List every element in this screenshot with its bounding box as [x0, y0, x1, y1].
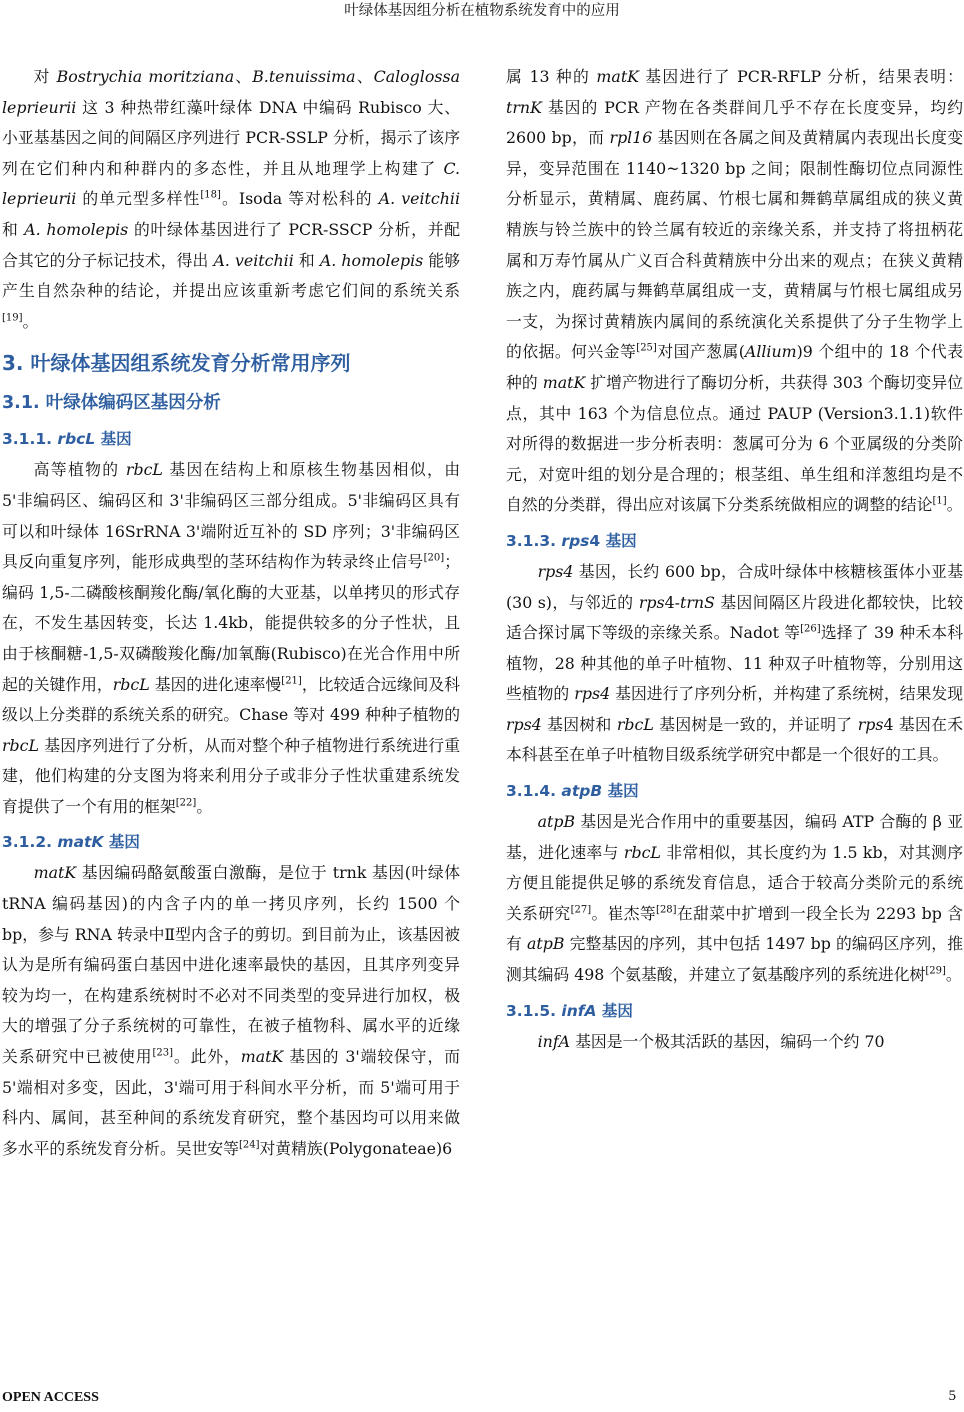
paragraph-rubisco-sslp: 对 Bostrychia moritziana、B.tenuissima、Caloglossa leprieurii 这 3 种热带红藻叶绿体 DNA 中编码 Rubisco 大、小亚基基因之间的间隔区序列进行 PCR-SSLP 分析，揭示了该序列在它们种内和种群内的多态性，并且从地理学上构建了 C. leprieurii 的单元型多样性[18]。Isoda 等对松科的 A. veitchii 和 A. homolepis 的叶绿体基因进行了 PCR-SSCP 分析，并配合其它的分子标记技术，得出 A. veitchii 和 A. homolepis 能够产生自然杂种的结论，并提出应该重新考虑它们间的系统关系[19]。	[2, 67, 461, 331]
paragraph-matk-continued: 属 13 种的 matK 基因进行了 PCR-RFLP 分析，结果表明：trnK 基因的 PCR 产物在各类群间几乎不存在长度变异，均约 2600 bp，而 rpl16 基因则在各属之间及黄精属内表现出长度变异，变异范围在 1140~1320 bp 之间；限制性酶切位点同源性分析显示，黄精属、鹿药属、竹根七属和舞鹤草属组成的狭义黄精族与铃兰族中的铃兰属有较近的亲缘关系，并支持了将扭柄花属和万寿竹属从广义百合科黄精族中分出来的观点；在狭义黄精族之内，鹿药属与舞鹤草属组成一支，黄精属与竹根七属组成另一支，为探讨黄精族内属间的系统演化关系提供了分子生物学上的依据。何兴金等[25]对国产葱属(Allium)9 个组中的 18 个代表种的 matK 扩增产物进行了酶切分析，共获得 303 个酶切变异位点，其中 163 个为信息位点。通过 PAUP (Version3.1.1)软件对所得的数据进一步分析表明：葱属可分为 6 个亚属级的分类阶元，对宽叶组的划分是合理的；根茎组、单生组和洋葱组均是不自然的分类群，得出应对该属下分类系统做相应的调整的结论[1]。	[506, 67, 963, 515]
italic-term: rbcL	[125, 460, 163, 480]
italic-term: trnS	[680, 592, 715, 612]
right-column	[506, 62, 963, 1057]
italic-term: rbcL	[623, 842, 661, 862]
running-header: 叶绿体基因组分析在植物系统发育中的应用	[344, 3, 620, 19]
citation-ref[interactable]: [27]	[570, 904, 592, 916]
paragraph-rps4: rps4 基因，长约 600 bp，合成叶绿体中核糖核蛋体小亚基(30 s)，与邻近的 rps4-trnS 基因间隔区片段进化都较快，比较适合探讨属下等级的亲缘关系。Nadot 等[26]选择了 39 种禾本科植物，28 种其他的单子叶植物、11 种双子叶植物等，分别用这些植物的 rps4 基因进行了序列分析，并构建了系统树，结果发现 rps4 基因树和 rbcL 基因树是一致的，并证明了 rps4 基因在禾本科甚至在单子叶植物目级系统学研究中都是一个很好的工具。	[506, 561, 964, 765]
citation-ref[interactable]: [26]	[800, 623, 821, 635]
citation-ref[interactable]: [20]	[423, 552, 445, 564]
italic-term: matK	[542, 372, 586, 392]
italic-term: infA	[537, 1031, 571, 1051]
citation-ref[interactable]: [23]	[152, 1047, 173, 1059]
footer-journal-label: OPEN ACCESS	[2, 1390, 99, 1405]
italic-term: rps4	[574, 684, 611, 704]
italic-term: B.tenuissima	[252, 67, 356, 86]
paragraph-rbcl: 高等植物的 rbcL 基因在结构上和原核生物基因相似，由 5'非编码区、编码区和 3'非编码区三部分组成。5'非编码区具有可以和叶绿体 16SrRNA 3'端附近互补的 SD 序列；3'非编码区具反向重复序列，能形成典型的茎环结构作为转录终止信号[20]；编码 1,5-二磷酸核酮羧化酶/氧化酶的大亚基，以单拷贝的形式存在，不发生基因转变，长达 1.4kb，能提供较多的分子性状，且由于核酮糖-1,5-双磷酸羧化酶/加氧酶(Rubisco)在光合作用中所起的关键作用，rbcL 基因的进化速率慢[21]，比较适合远缘间及科级以上分类群的系统关系的研究。Chase 等对 499 种种子植物的 rbcL 基因序列进行了分析，从而对整个种子植物进行系统进行重建，他们构建的分支图为将来利用分子或非分子性状重建系统发育提供了一个有用的框架[22]。	[2, 460, 460, 816]
citation-ref[interactable]: [18]	[200, 190, 221, 202]
italic-term: A. homolepis	[24, 219, 129, 239]
section-3-1-heading: 3.1. 叶绿体编码区基因分析	[2, 393, 221, 414]
italic-term: Allium	[744, 342, 797, 362]
italic-term: rps	[857, 714, 884, 734]
italic-term: rbcL	[2, 735, 40, 755]
italic-term: rbcL	[616, 714, 654, 734]
italic-term: rps4	[537, 561, 574, 581]
italic-term: matK	[33, 863, 77, 883]
italic-term: Caloglossa leprieurii	[2, 67, 460, 117]
page-number: 5	[948, 1388, 956, 1404]
citation-ref[interactable]: [22]	[175, 797, 197, 809]
italic-term: matK	[596, 67, 639, 86]
left-column	[2, 62, 460, 1164]
italic-term: Bostrychia moritziana	[56, 67, 235, 86]
italic-term: rps4	[506, 714, 542, 734]
italic-term: rbcL	[112, 674, 150, 694]
italic-term: A. homolepis	[319, 250, 424, 270]
italic-term: matK	[240, 1047, 284, 1067]
section-3-1-1-heading: 3.1.1. rbcL 基因	[2, 430, 132, 449]
citation-ref[interactable]: [19]	[2, 312, 23, 324]
italic-term: rpl16	[609, 128, 653, 148]
section-3-1-5-heading: 3.1.5. infA 基因	[506, 1001, 633, 1020]
paragraph-infa: infA 基因是一个极其活跃的基因，编码一个约 70	[537, 1031, 885, 1051]
citation-ref[interactable]: [28]	[656, 904, 677, 916]
citation-ref[interactable]: [25]	[636, 343, 657, 355]
italic-term: atpB	[537, 812, 576, 832]
section-3-1-4-heading: 3.1.4. atpB 基因	[506, 782, 639, 801]
italic-term: A. veitchii	[213, 250, 294, 270]
citation-ref[interactable]: [24]	[238, 1139, 260, 1151]
italic-term: rps	[638, 592, 665, 612]
italic-term: C. leprieurii	[2, 158, 460, 209]
section-3-heading: 3. 叶绿体基因组系统发育分析常用序列	[2, 351, 351, 376]
italic-term: atpB	[527, 934, 565, 954]
section-3-1-3-heading: 3.1.3. rps4 基因	[506, 531, 637, 550]
citation-ref[interactable]: [1]	[932, 496, 947, 508]
paragraph-atpb: atpB 基因是光合作用中的重要基因，编码 ATP 合酶的 β 亚基，进化速率与 rbcL 非常相似，其长度约为 1.5 kb，对其测序方便且能提供足够的系统发育信息，适合于较高分类阶元的系统关系研究[27]。崔杰等[28]在甜菜中扩增到一段全长为 2293 bp 含有 atpB 完整基因的序列，其中包括 1497 bp 的编码区序列，推测其编码 498 个氨基酸，并建立了氨基酸序列的系统进化树[29]。	[506, 812, 963, 985]
italic-term: trnK	[506, 97, 542, 117]
citation-ref[interactable]: [21]	[281, 675, 302, 687]
italic-term: A. veitchii	[378, 189, 460, 209]
citation-ref[interactable]: [29]	[925, 965, 946, 977]
section-3-1-2-heading: 3.1.2. matK 基因	[2, 833, 140, 852]
paragraph-matk: matK 基因编码酪氨酸蛋白激酶，是位于 trnk 基因(叶绿体 tRNA 编码基因)的内含子内的单一拷贝序列，长约 1500 个 bp，参与 RNA 转录中Ⅱ型内含子的剪切。到目前为止，该基因被认为是所有编码蛋白基因中进化速率最快的基因，且其序列变异较为均一，在构建系统树时不必对不同类型的变异进行加权，极大的增强了分子系统树的可靠性，在被子植物科、属水平的近缘关系研究中已被使用[23]。此外，matK 基因的 3'端较保守，而 5'端相对多变，因此，3'端可用于科间水平分析，而 5'端可用于科内、属间，甚至种间的系统发育研究，整个基因均可以用来做多水平的系统发育分析。吴世安等[24]对黄精族(Polygonateae)6	[2, 863, 460, 1158]
